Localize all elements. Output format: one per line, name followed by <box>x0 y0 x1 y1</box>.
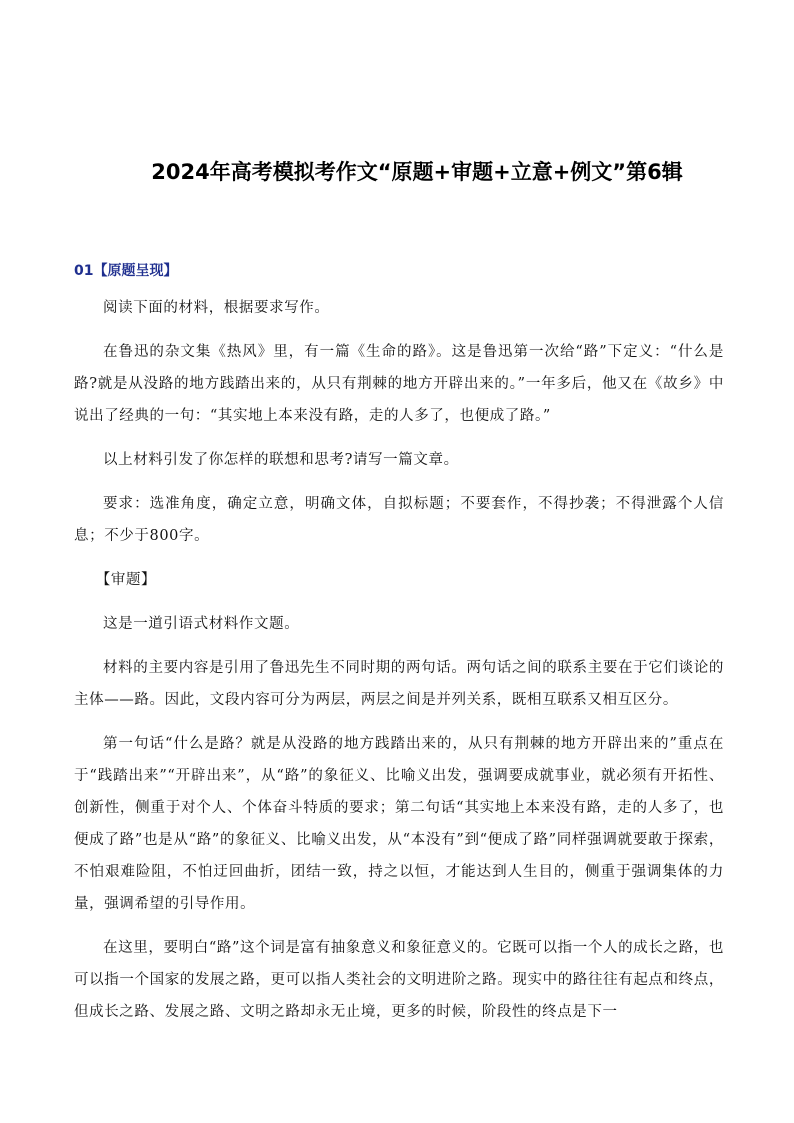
paragraph-analysis-content: 材料的主要内容是引用了鲁迅先生不同时期的两句话。两句话之间的联系主要在于它们谈论的主体——路。因此，文段内容可分为两层，两层之间是并列关系，既相互联系又相互区分。 <box>74 660 724 708</box>
paragraph-requirements: 要求：选准角度，确定立意，明确文体，自拟标题；不要套作，不得抄袭；不得泄露个人信息；不少于800字。 <box>74 496 724 544</box>
section-label-original-question: 01【原题呈现】 <box>74 263 178 279</box>
paragraph-material: 在鲁迅的杂文集《热风》里，有一篇《生命的路》。这是鲁迅第一次给“路”下定义：“什么是路?就是从没路的地方践踏出来的，从只有荆棘的地方开辟出来的。”一年多后，他又在《故乡》中说出了经典的一句：“其实地上本来没有路，走的人多了，也便成了路。” <box>74 344 724 424</box>
paragraph-analysis-sentences: 第一句话“什么是路？就是从没路的地方践踏出来的，从只有荆棘的地方开辟出来的”重点在于“践踏出来”“开辟出来”，从“路”的象征义、比喻义出发，强调要成就事业，就必须有开拓性、创新性，侧重于对个人、个体奋斗特质的要求；第二句话“其实地上本来没有路，走的人多了，也便成了路”也是从“路”的象征义、比喻义出发，从“本没有”到“便成了路”同样强调就要敢于探索，不怕艰难险阻，不怕迂回曲折，团结一致，持之以恒，才能达到人生目的，侧重于强调集体的力量，强调希望的引导作用。 <box>74 736 724 912</box>
document-title: 2024年高考模拟考作文“原题+审题+立意+例文”第6辑 <box>151 160 683 184</box>
paragraph-analysis-type: 这是一道引语式材料作文题。 <box>103 616 300 632</box>
paragraph-instruction: 阅读下面的材料，根据要求写作。 <box>103 300 330 316</box>
paragraph-analysis-road-meaning: 在这里，要明白“路”这个词是富有抽象意义和象征意义的。它既可以指一个人的成长之路，也可以指一个国家的发展之路，更可以指人类社会的文明进阶之路。现实中的路往往有起点和终点，但成长之路、发展之路、文明之路却永无止境，更多的时候，阶段性的终点是下一 <box>74 940 724 1020</box>
document-body <box>74 292 724 1040</box>
paragraph-prompt: 以上材料引发了你怎样的联想和思考?请写一篇文章。 <box>103 452 459 468</box>
heading-analysis: 【审题】 <box>95 572 157 588</box>
